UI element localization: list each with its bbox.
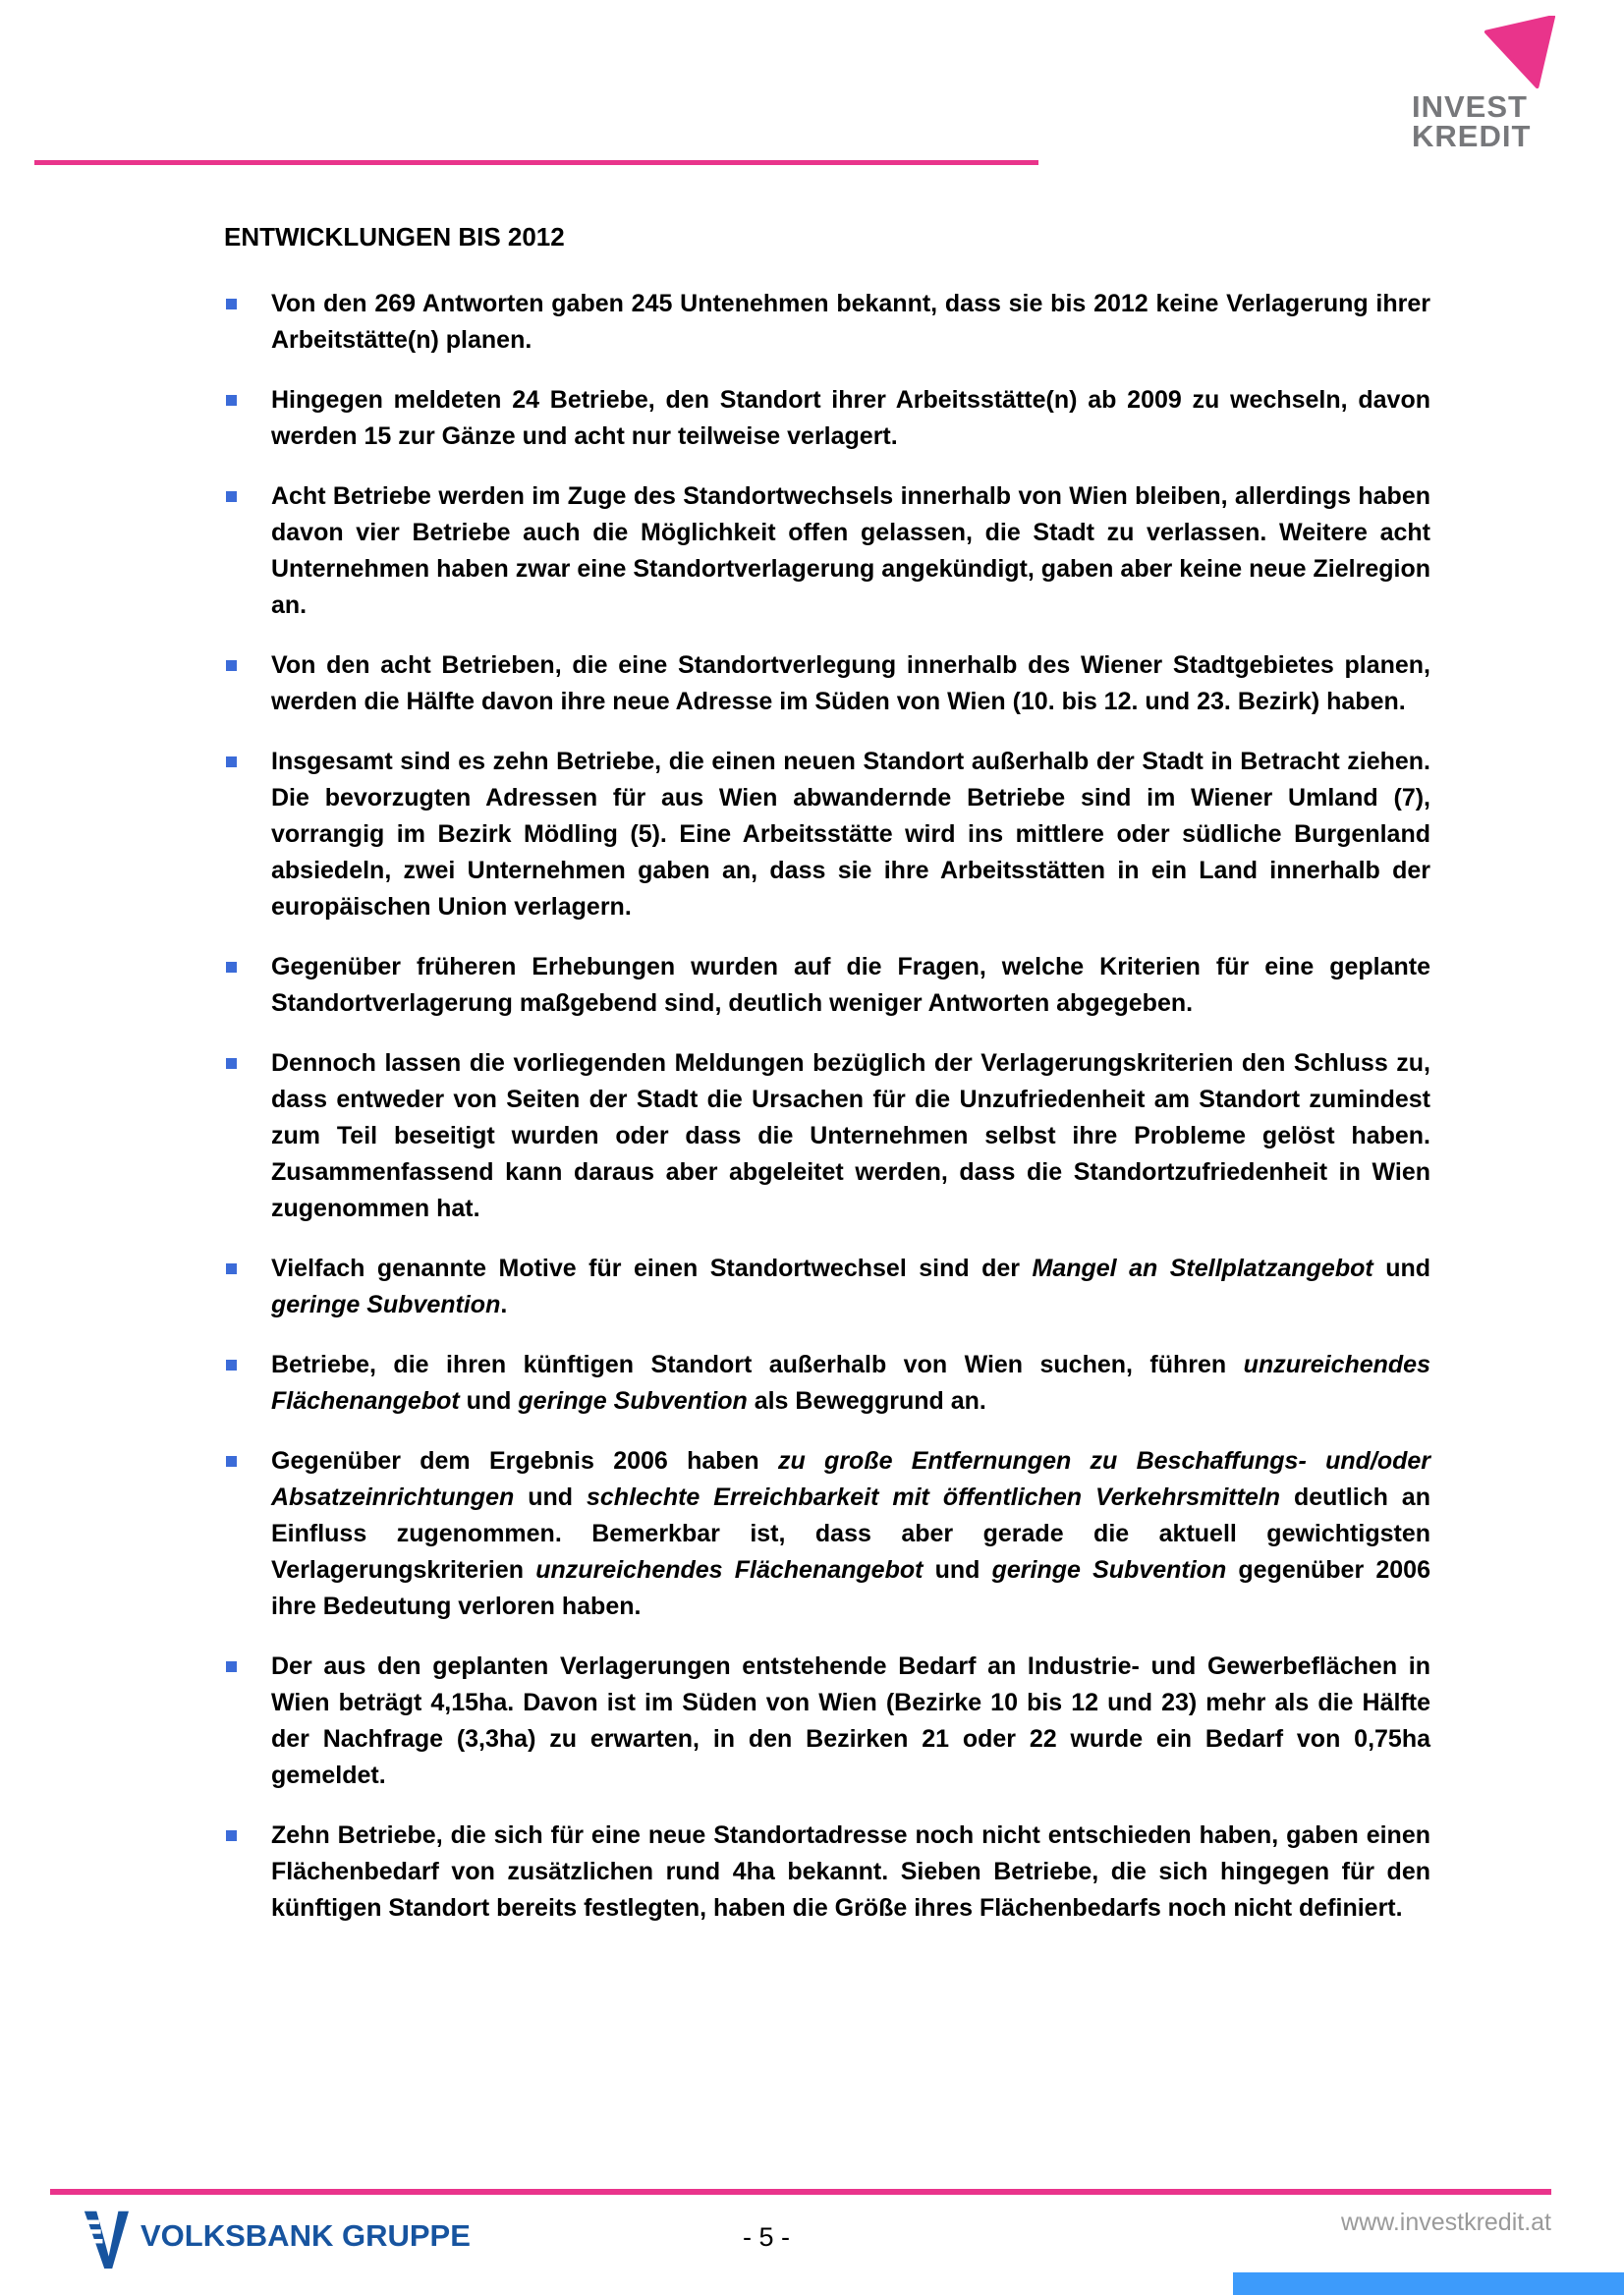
bullet-text: Der aus den geplanten Verlagerungen entstehende Bedarf an Industrie- und Gewerbeflächen in Wien beträgt 4,15ha. Davon ist im Süden von Wien (Bezirke 10 bis 12 und 23) mehr als die Hälfte der Nachfrage (3,3ha) zu erwarten, in den Bezirken 21 oder 22 wurde ein Bedarf von 0,75ha gemeldet. bbox=[271, 1652, 1430, 1789]
bullet-item bbox=[224, 1251, 1430, 1323]
page-number: - 5 - bbox=[742, 2222, 790, 2252]
bullet-item bbox=[224, 1347, 1430, 1420]
bullet-text: Insgesamt sind es zehn Betriebe, die einen neuen Standort außerhalb der Stadt in Betracht ziehen. Die bevorzugten Adressen für aus Wien abwandernde Betriebe sind im Wiener Umland (7), vorrangig im Bezirk Mödling (5). Eine Arbeitsstätte wird ins mittlere oder südliche Burgenland absiedeln, zwei Unternehmen gaben an, dass sie ihre Arbeitsstätten in ein Land innerhalb der europäischen Union verlagern. bbox=[271, 748, 1430, 921]
header-divider bbox=[34, 160, 1038, 165]
bullet-square-icon bbox=[226, 491, 237, 502]
bullet-text: Von den acht Betrieben, die eine Standortverlegung innerhalb des Wiener Stadtgebietes planen, werden die Hälfte davon ihre neue Adresse im Süden von Wien (10. bis 12. und 23. Bezirk) haben. bbox=[271, 651, 1430, 715]
bullet-text: Gegenüber dem Ergebnis 2006 haben zu große Entfernungen zu Beschaffungs- und/oder Absatzeinrichtungen und schlechte Erreichbarkeit mit öffentlichen Verkehrsmitteln deutlich an Einfluss zugenommen. Bemerkbar ist, dass aber gerade die aktuell gewichtigsten Verlagerungskriterien unzureichendes Flächenangebot und geringe Subvention gegenüber 2006 ihre Bedeutung verloren haben. bbox=[271, 1447, 1430, 1620]
bullet-square-icon bbox=[226, 1058, 237, 1069]
investkredit-logo-line2: KREDIT bbox=[1412, 119, 1532, 153]
volksbank-brand-text: VOLKSBANK GRUPPE bbox=[140, 2218, 471, 2253]
footer-accent-bar bbox=[1233, 2272, 1624, 2295]
bullet-item bbox=[224, 1818, 1430, 1927]
bullet-square-icon bbox=[226, 299, 237, 309]
bullet-text: Dennoch lassen die vorliegenden Meldungen bezüglich der Verlagerungskriterien den Schluss zu, dass entweder von Seiten der Stadt die Ursachen für die Unzufriedenheit am Standort zumindest zum Teil beseitigt wurden oder dass die Unternehmen selbst ihre Probleme gelöst haben. Zusammenfassend kann daraus aber abgeleitet werden, dass die Standortzufriedenheit in Wien zugenommen hat. bbox=[271, 1049, 1430, 1222]
bullet-text: Von den 269 Antworten gaben 245 Untenehmen bekannt, dass sie bis 2012 keine Verlagerung ihrer Arbeitstätte(n) planen. bbox=[271, 290, 1430, 354]
bullet-square-icon bbox=[226, 1456, 237, 1467]
bullet-square-icon bbox=[226, 395, 237, 406]
bullet-text: Zehn Betriebe, die sich für eine neue Standortadresse noch nicht entschieden haben, gaben einen Flächenbedarf von zusätzlichen rund 4ha bekannt. Sieben Betriebe, die sich hingegen für den künftigen Standort bereits festlegten, haben die Größe ihres Flächenbedarfs noch nicht definiert. bbox=[271, 1821, 1430, 1922]
bullet-square-icon bbox=[226, 756, 237, 767]
investkredit-logo-line1: INVEST bbox=[1412, 89, 1528, 124]
bullet-item bbox=[224, 478, 1430, 624]
bullet-list bbox=[224, 286, 1430, 1927]
bullet-item bbox=[224, 286, 1430, 359]
bullet-item bbox=[224, 949, 1430, 1022]
investkredit-triangle-icon bbox=[1483, 16, 1557, 90]
bullet-text: Acht Betriebe werden im Zuge des Standortwechsels innerhalb von Wien bleiben, allerdings haben davon vier Betriebe auch die Möglichkeit offen gelassen, die Stadt zu verlassen. Weitere acht Unternehmen haben zwar eine Standortverlagerung angekündigt, gaben aber keine neue Zielregion an. bbox=[271, 482, 1430, 619]
bullet-item bbox=[224, 1443, 1430, 1625]
bullet-item bbox=[224, 382, 1430, 455]
document-content bbox=[224, 222, 1430, 1927]
bullet-square-icon bbox=[226, 1661, 237, 1672]
page-title: ENTWICKLUNGEN BIS 2012 bbox=[224, 222, 565, 252]
bullet-square-icon bbox=[226, 1263, 237, 1274]
bullet-text: Vielfach genannte Motive für einen Standortwechsel sind der Mangel an Stellplatzangebot und geringe Subvention. bbox=[271, 1255, 1431, 1318]
bullet-item bbox=[224, 647, 1430, 720]
bullet-square-icon bbox=[226, 660, 237, 671]
bullet-square-icon bbox=[226, 1830, 237, 1841]
bullet-item bbox=[224, 1045, 1430, 1227]
bullet-text: Betriebe, die ihren künftigen Standort außerhalb von Wien suchen, führen unzureichendes Flächenangebot und geringe Subvention als Beweggrund an. bbox=[271, 1351, 1430, 1415]
bullet-item bbox=[224, 1649, 1430, 1794]
bullet-square-icon bbox=[226, 1360, 237, 1371]
footer-divider bbox=[50, 2189, 1551, 2195]
investkredit-logo bbox=[1412, 16, 1559, 151]
bullet-text: Gegenüber früheren Erhebungen wurden auf die Fragen, welche Kriterien für eine geplante Standortverlagerung maßgebend sind, deutlich weniger Antworten abgegeben. bbox=[271, 953, 1430, 1017]
website-link[interactable]: www.investkredit.at bbox=[1341, 2209, 1551, 2236]
bullet-square-icon bbox=[226, 962, 237, 973]
bullet-text: Hingegen meldeten 24 Betriebe, den Standort ihrer Arbeitsstätte(n) ab 2009 zu wechseln, davon werden 15 zur Gänze und acht nur teilweise verlagert. bbox=[271, 386, 1430, 450]
bullet-item bbox=[224, 744, 1430, 925]
